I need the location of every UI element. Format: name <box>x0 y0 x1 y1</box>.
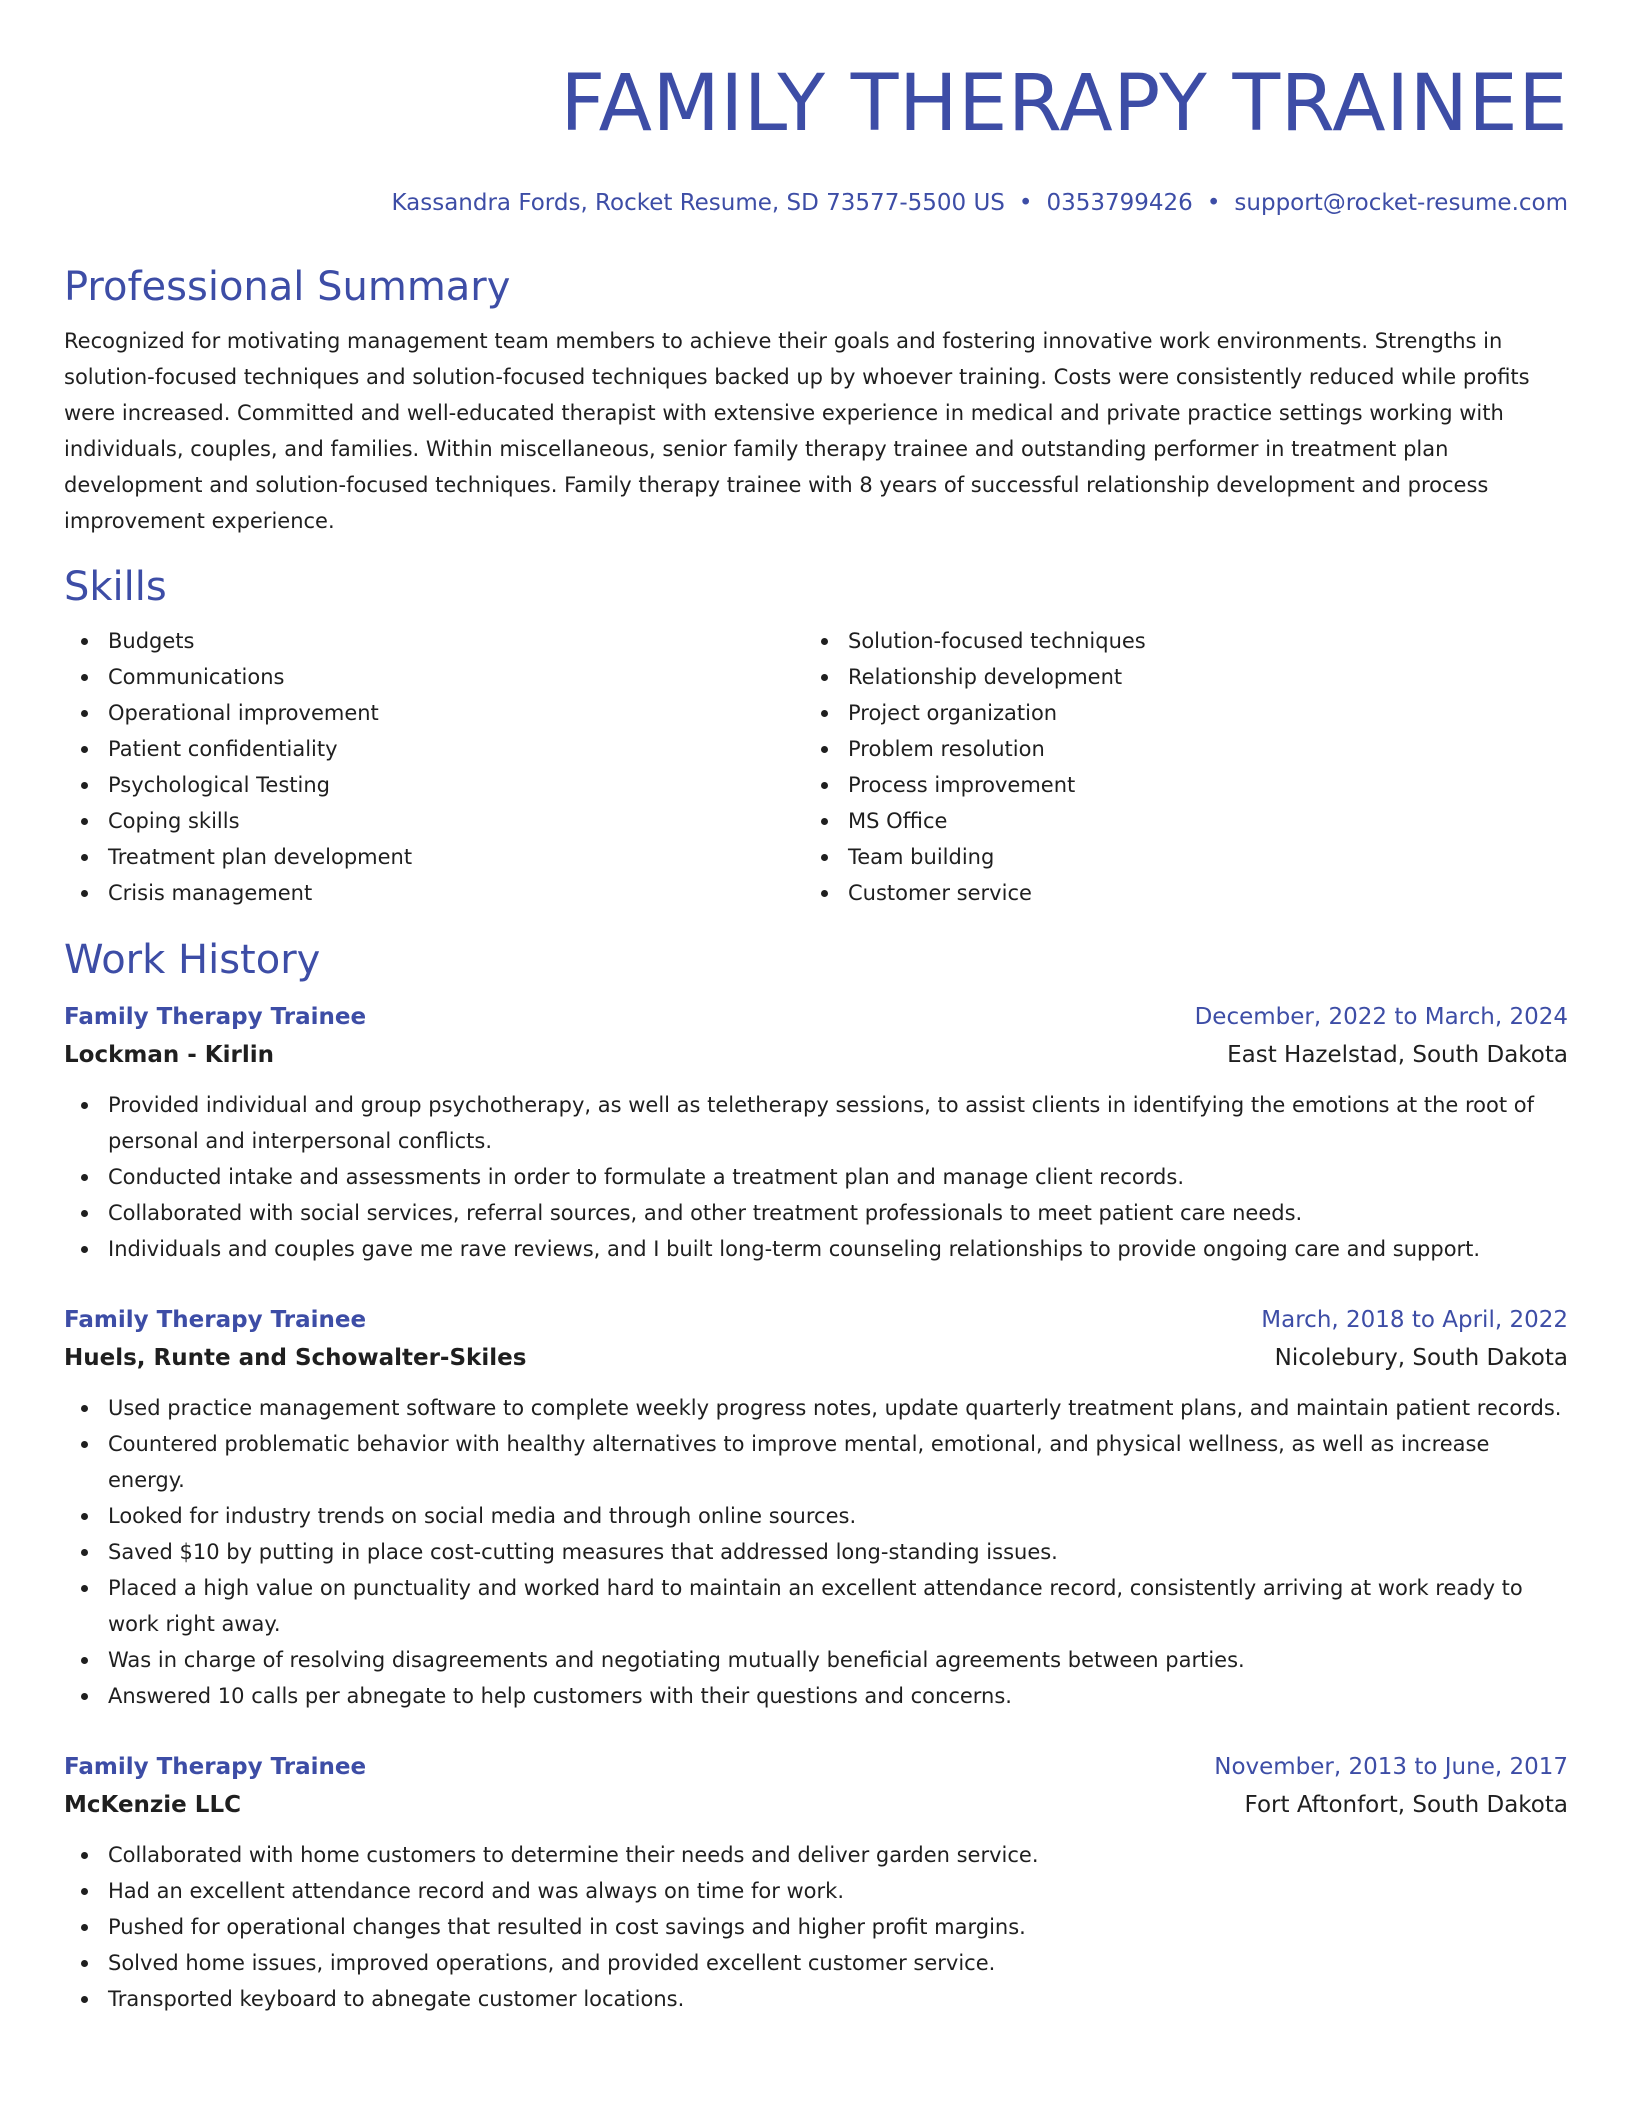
skill-item: Operational improvement <box>108 695 804 731</box>
skills-heading: Skills <box>64 564 167 610</box>
duty-item: Was in charge of resolving disagreements and negotiating mutually beneficial agreements between parties. <box>108 1642 1568 1678</box>
skill-item: MS Office <box>848 803 1544 839</box>
job-company: McKenzie LLC <box>64 1792 241 1818</box>
job-location: Fort Aftonfort, South Dakota <box>1244 1792 1568 1818</box>
contact-separator: • <box>1018 190 1033 216</box>
skill-item: Psychological Testing <box>108 767 804 803</box>
contact-email: support@rocket-resume.com <box>1234 190 1568 216</box>
skills-list-left <box>64 623 804 911</box>
skill-item: Project organization <box>848 695 1544 731</box>
resume-header <box>64 58 1568 218</box>
skill-item: Communications <box>108 659 804 695</box>
contact-address: Kassandra Fords, Rocket Resume, SD 73577-5500 US <box>391 190 1005 216</box>
contact-line <box>64 188 1568 218</box>
duty-item: Solved home issues, improved operations, and provided excellent customer service. <box>108 1945 1568 1981</box>
job-duties <box>64 1087 1568 1267</box>
skills-list-right <box>804 623 1544 911</box>
duty-item: Looked for industry trends on social media and through online sources. <box>108 1498 1568 1534</box>
skill-item: Crisis management <box>108 875 804 911</box>
skill-item: Process improvement <box>848 767 1544 803</box>
contact-phone: 0353799426 <box>1046 190 1193 216</box>
job-role: Family Therapy Trainee <box>64 1004 367 1030</box>
job-company: Lockman - Kirlin <box>64 1042 274 1068</box>
duty-item: Provided individual and group psychotherapy, as well as teletherapy sessions, to assist clients in identifying the emotions at the root of personal and interpersonal conflicts. <box>108 1087 1568 1159</box>
skill-item: Problem resolution <box>848 731 1544 767</box>
job-entry <box>64 1301 1568 1714</box>
job-duties <box>64 1837 1568 2017</box>
duty-item: Collaborated with home customers to determine their needs and deliver garden service. <box>108 1837 1568 1873</box>
duty-item: Collaborated with social services, referral sources, and other treatment professionals to meet patient care needs. <box>108 1195 1568 1231</box>
duty-item: Placed a high value on punctuality and worked hard to maintain an excellent attendance record, consistently arriving at work ready to work right away. <box>108 1570 1568 1642</box>
candidate-title: FAMILY THERAPY TRAINEE <box>560 59 1568 149</box>
work-history-heading: Work History <box>64 937 321 983</box>
job-role: Family Therapy Trainee <box>64 1307 367 1333</box>
job-location: Nicolebury, South Dakota <box>1274 1345 1568 1371</box>
duty-item: Answered 10 calls per abnegate to help customers with their questions and concerns. <box>108 1678 1568 1714</box>
duty-item: Used practice management software to complete weekly progress notes, update quarterly treatment plans, and maintain patient records. <box>108 1390 1568 1426</box>
job-role: Family Therapy Trainee <box>64 1754 367 1780</box>
skill-item: Coping skills <box>108 803 804 839</box>
job-dates: March, 2018 to April, 2022 <box>1261 1307 1568 1333</box>
job-dates: December, 2022 to March, 2024 <box>1194 1004 1568 1030</box>
job-company: Huels, Runte and Schowalter-Skiles <box>64 1345 527 1371</box>
duty-item: Transported keyboard to abnegate customer locations. <box>108 1981 1568 2017</box>
skill-item: Team building <box>848 839 1544 875</box>
duty-item: Individuals and couples gave me rave reviews, and I built long-term counseling relationships to provide ongoing care and support. <box>108 1231 1568 1267</box>
skill-item: Customer service <box>848 875 1544 911</box>
skill-item: Solution-focused techniques <box>848 623 1544 659</box>
skill-item: Relationship development <box>848 659 1544 695</box>
job-duties <box>64 1390 1568 1714</box>
job-entry <box>64 998 1568 1267</box>
summary-heading: Professional Summary <box>64 264 511 310</box>
summary-text: Recognized for motivating management team members to achieve their goals and fostering innovative work environments. Strengths in solution-focused techniques and solution-focused techniques backed up by whoever training. Costs were consistently reduced while profits were increased. Committed and well-educated therapist with extensive experience in medical and private practice settings working with individuals, couples, and families. Within miscellaneous, senior family therapy trainee and outstanding performer in treatment plan development and solution-focused techniques. Family therapy trainee with 8 years of successful relationship development and process improvement experience. <box>64 329 1530 533</box>
duty-item: Conducted intake and assessments in order to formulate a treatment plan and manage client records. <box>108 1159 1568 1195</box>
duty-item: Countered problematic behavior with healthy alternatives to improve mental, emotional, and physical wellness, as well as increase energy. <box>108 1426 1568 1498</box>
duty-item: Saved $10 by putting in place cost-cutting measures that addressed long-standing issues. <box>108 1534 1568 1570</box>
job-location: East Hazelstad, South Dakota <box>1227 1042 1568 1068</box>
skill-item: Patient confidentiality <box>108 731 804 767</box>
skill-item: Budgets <box>108 623 804 659</box>
skill-item: Treatment plan development <box>108 839 804 875</box>
job-dates: November, 2013 to June, 2017 <box>1214 1754 1568 1780</box>
duty-item: Pushed for operational changes that resulted in cost savings and higher profit margins. <box>108 1909 1568 1945</box>
contact-separator: • <box>1206 190 1221 216</box>
skills-columns <box>64 623 1568 911</box>
job-entry <box>64 1748 1568 2017</box>
duty-item: Had an excellent attendance record and was always on time for work. <box>108 1873 1568 1909</box>
